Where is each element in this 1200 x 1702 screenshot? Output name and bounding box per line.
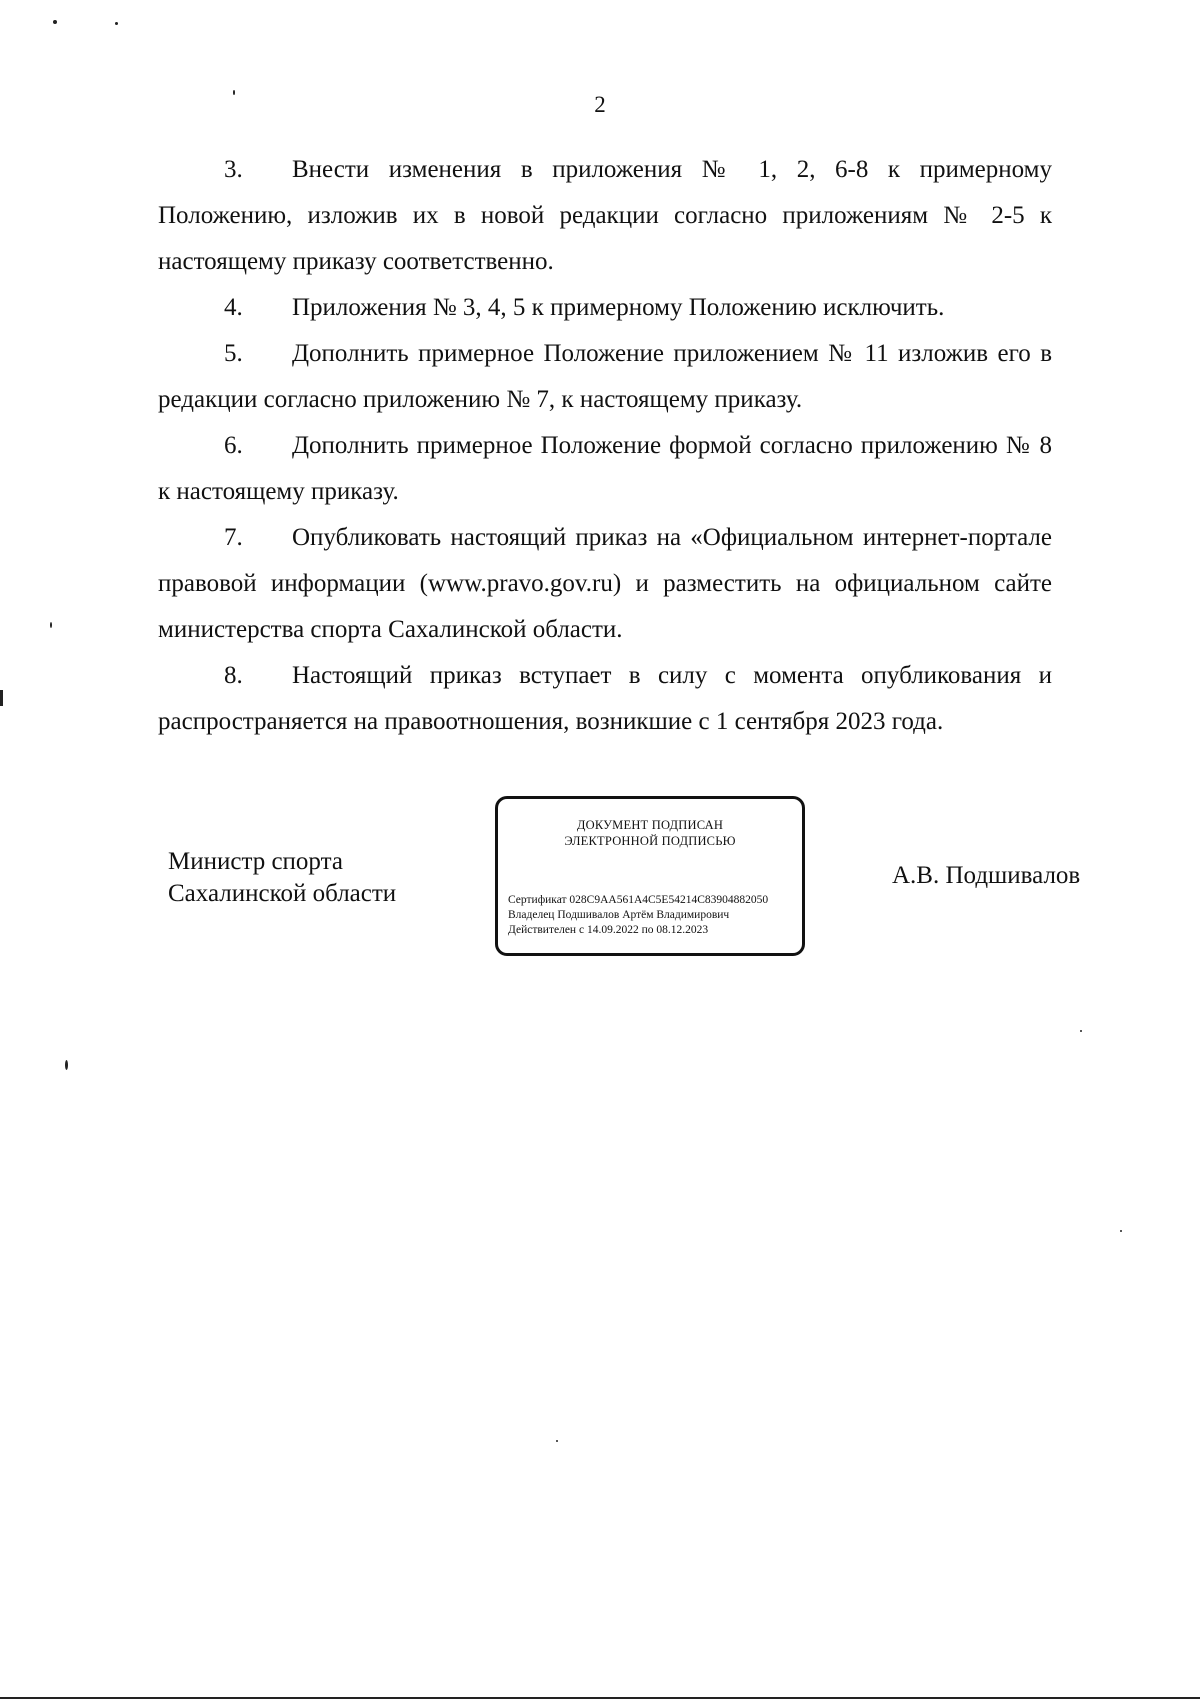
signatory-name: А.В. Подшивалов bbox=[892, 862, 1081, 889]
clause-number: 5. bbox=[224, 340, 243, 367]
scan-speck bbox=[65, 1060, 68, 1070]
scan-speck bbox=[0, 690, 3, 706]
scan-speck bbox=[115, 22, 118, 25]
scan-speck bbox=[1080, 1030, 1082, 1032]
clause-4 bbox=[158, 285, 1052, 331]
scan-speck bbox=[1120, 1230, 1122, 1232]
clause-number: 6. bbox=[224, 432, 243, 459]
clause-6 bbox=[158, 423, 1052, 515]
clause-number: 7. bbox=[224, 524, 243, 551]
clause-text: Настоящий приказ вступает в силу с момента опубликования и распространяется на правоотношения, возникшие с 1 сентября 2023 года. bbox=[158, 662, 1052, 735]
stamp-certificate: Сертификат 028C9AA561A4C5E54214C83904882050 bbox=[508, 894, 769, 906]
clause-7 bbox=[158, 515, 1052, 653]
scan-speck bbox=[0, 1697, 1200, 1699]
page-number: 2 bbox=[594, 92, 606, 117]
clause-number: 8. bbox=[224, 662, 243, 689]
clause-number: 4. bbox=[224, 294, 243, 321]
clause-text: Опубликовать настоящий приказ на «Официальном интернет-портале правовой информации (www.pravo.gov.ru) и разместить на официальном сайте министерства спорта Сахалинской области. bbox=[158, 524, 1052, 643]
document-body bbox=[158, 147, 1052, 745]
electronic-signature-stamp bbox=[495, 796, 805, 956]
scan-speck bbox=[50, 622, 52, 628]
clause-number: 3. bbox=[224, 156, 243, 183]
scan-speck bbox=[53, 20, 57, 24]
position-line-1: Министр спорта bbox=[168, 848, 343, 875]
stamp-validity: Действителен с 14.09.2022 по 08.12.2023 bbox=[508, 924, 709, 936]
clause-5 bbox=[158, 331, 1052, 423]
stamp-owner: Владелец Подшивалов Артём Владимирович bbox=[508, 909, 730, 921]
stamp-title bbox=[498, 817, 802, 849]
stamp-title-line-1: ДОКУМЕНТ ПОДПИСАН bbox=[576, 818, 724, 832]
scan-speck bbox=[556, 1440, 558, 1442]
signatory-position bbox=[168, 846, 396, 910]
stamp-title-line-2: ЭЛЕКТРОННОЙ ПОДПИСЬЮ bbox=[564, 834, 736, 848]
scan-speck bbox=[233, 90, 235, 95]
clause-text: Внести изменения в приложения № 1, 2, 6-8 к примерному Положению, изложив их в новой редакции согласно приложениям № 2-5 к настоящему приказу соответственно. bbox=[158, 156, 1052, 275]
clause-text: Приложения № 3, 4, 5 к примерному Положению исключить. bbox=[292, 294, 945, 321]
clause-3 bbox=[158, 147, 1052, 285]
clause-8 bbox=[158, 653, 1052, 745]
clause-text: Дополнить примерное Положение приложением № 11 изложив его в редакции согласно приложению № 7, к настоящему приказу. bbox=[158, 340, 1052, 413]
position-line-2: Сахалинской области bbox=[168, 880, 397, 907]
stamp-details bbox=[508, 893, 800, 938]
clause-text: Дополнить примерное Положение формой согласно приложению № 8 к настоящему приказу. bbox=[158, 432, 1052, 505]
